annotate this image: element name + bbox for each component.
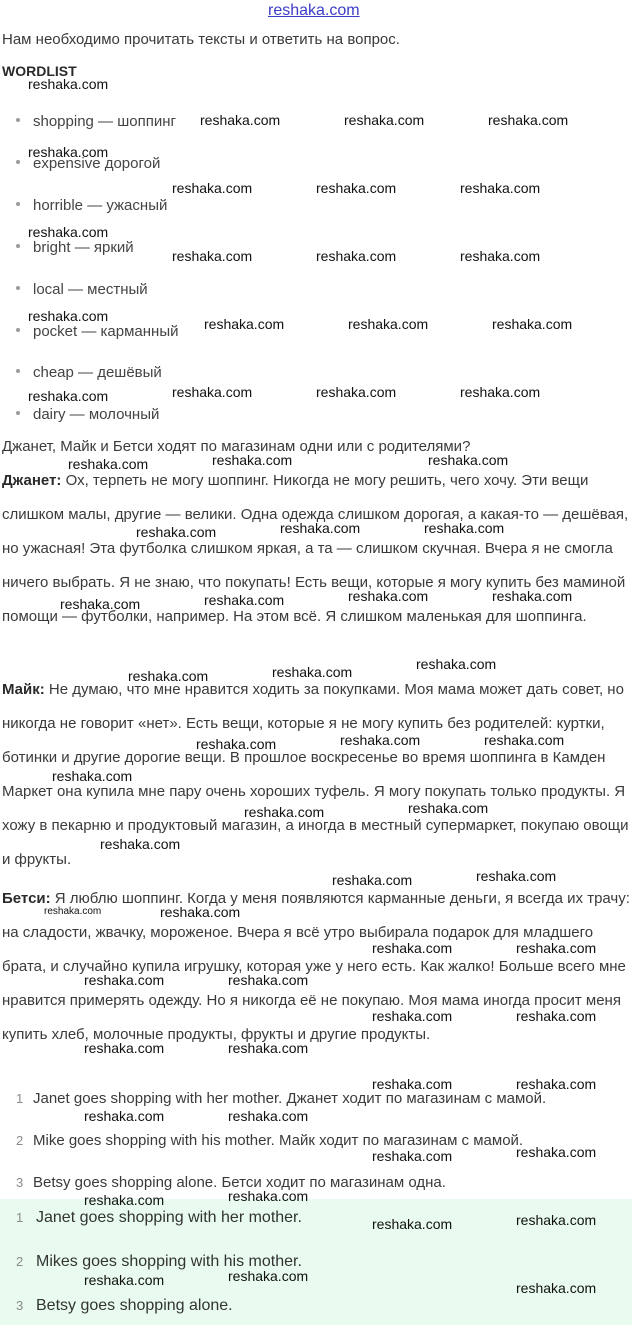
watermark: reshaka.com	[84, 1108, 165, 1124]
statement-number: 1	[16, 1091, 24, 1106]
watermark: reshaka.com	[428, 452, 509, 468]
wordlist-item	[16, 113, 176, 130]
watermark: reshaka.com	[424, 520, 505, 536]
wordlist-item-text: expensive дорогой	[33, 155, 161, 172]
watermark: reshaka.com	[316, 180, 397, 196]
watermark: reshaka.com	[28, 144, 109, 160]
wordlist-item-text: local — местный	[33, 281, 148, 298]
watermark: reshaka.com	[492, 588, 573, 604]
statement-text: Janet goes shopping with her mother. Джанет ходит по магазинам с мамой.	[33, 1090, 547, 1107]
statement-number: 3	[16, 1175, 24, 1190]
answer-item	[16, 1209, 302, 1227]
statement-text: Betsy goes shopping alone. Бетси ходит по магазинам одна.	[33, 1174, 446, 1191]
watermark: reshaka.com	[372, 1148, 453, 1164]
watermark: reshaka.com	[84, 1040, 165, 1056]
intro-text: Нам необходимо прочитать тексты и ответить на вопрос.	[2, 31, 400, 48]
watermark: reshaka.com	[228, 1188, 309, 1204]
answer-number: 2	[16, 1254, 24, 1269]
watermark: reshaka.com	[172, 248, 253, 264]
watermark: reshaka.com	[516, 1144, 597, 1160]
wordlist-item	[16, 323, 179, 340]
watermark: reshaka.com	[204, 592, 285, 608]
wordlist-item-text: cheap — дешёвый	[33, 364, 162, 381]
bullet-icon	[16, 369, 20, 373]
answer-text: Mikes goes shopping with his mother.	[36, 1253, 302, 1270]
watermark: reshaka.com	[60, 596, 141, 612]
answer-number: 1	[16, 1210, 24, 1225]
watermark: reshaka.com	[272, 664, 353, 680]
watermark: reshaka.com	[244, 804, 325, 820]
watermark: reshaka.com	[100, 836, 181, 852]
wordlist-item-text: shopping — шоппинг	[33, 113, 176, 130]
wordlist-item	[16, 197, 167, 214]
watermark: reshaka.com	[172, 180, 253, 196]
wordlist-item-text: dairy — молочный	[33, 406, 160, 423]
watermark: reshaka.com	[160, 904, 241, 920]
speaker-name: Бетси:	[2, 890, 51, 907]
site-link[interactable]: reshaka.com	[268, 2, 360, 19]
paragraph-body: Не думаю, что мне нравится ходить за покупками. Моя мама может дать совет, но никогда не говорит «нет». Есть вещи, которые я не могу купить без родителей: куртки, ботинки и другие дорогие вещи. В прошлое воскресенье во время шоппинга в Камден Маркет она купила мне пару очень хороших туфель. Я могу покупать только продукты. Я хожу в пекарню и продуктовый магазин, а иногда в местный супермаркет, покупаю овощи и фрукты.	[2, 681, 629, 868]
wordlist-item	[16, 364, 162, 381]
watermark: reshaka.com	[516, 1212, 597, 1228]
watermark: reshaka.com	[348, 588, 429, 604]
statement-item	[16, 1090, 546, 1107]
watermark: reshaka.com	[372, 940, 453, 956]
watermark: reshaka.com	[516, 940, 597, 956]
watermark: reshaka.com	[516, 1076, 597, 1092]
watermark: reshaka.com	[196, 736, 277, 752]
wordlist-item	[16, 406, 159, 423]
watermark: reshaka.com	[84, 1192, 165, 1208]
watermark: reshaka.com	[52, 768, 133, 784]
watermark: reshaka.com	[84, 1272, 165, 1288]
bullet-icon	[16, 202, 20, 206]
watermark: reshaka.com	[28, 388, 109, 404]
watermark: reshaka.com	[484, 732, 565, 748]
question-text: Джанет, Майк и Бетси ходят по магазинам одни или с родителями?	[2, 438, 471, 455]
watermark: reshaka.com	[212, 452, 293, 468]
watermark: reshaka.com	[28, 76, 109, 92]
watermark: reshaka.com	[348, 316, 429, 332]
watermark: reshaka.com	[204, 316, 285, 332]
paragraph-body: Ох, терпеть не могу шоппинг. Никогда не могу решить, чего хочу. Эти вещи слишком малы, другие — велики. Одна одежда слишком дорогая, а какая-то — дешёвая, но ужасная! Эта футболка слишком яркая, а та — слишком скучная. Вчера я не смогла ничего выбрать. Я не знаю, что покупать! Есть вещи, которые я могу купить без маминой помощи — футболки, например. На этом всё. Я слишком маленькая для шоппинга.	[2, 472, 629, 625]
bullet-icon	[16, 286, 20, 290]
watermark: reshaka.com	[68, 456, 149, 472]
bullet-icon	[16, 244, 20, 248]
answer-item	[16, 1297, 233, 1315]
watermark: reshaka.com	[128, 668, 209, 684]
answer-text: Betsy goes shopping alone.	[36, 1297, 233, 1314]
bullet-icon	[16, 411, 20, 415]
wordlist-item-text: horrible — ужасный	[33, 197, 168, 214]
watermark: reshaka.com	[200, 112, 281, 128]
wordlist-item	[16, 239, 134, 256]
watermark: reshaka.com	[84, 972, 165, 988]
wordlist-heading: WORDLIST	[2, 63, 77, 79]
statement-number: 2	[16, 1133, 24, 1148]
wordlist-item	[16, 281, 148, 298]
watermark: reshaka.com	[516, 1008, 597, 1024]
speaker-name: Майк:	[2, 681, 45, 698]
watermark: reshaka.com	[332, 872, 413, 888]
watermark: reshaka.com	[316, 384, 397, 400]
watermark: reshaka.com	[28, 224, 109, 240]
watermark: reshaka.com	[492, 316, 573, 332]
watermark: reshaka.com	[136, 524, 217, 540]
watermark: reshaka.com	[476, 868, 557, 884]
watermark: reshaka.com	[460, 180, 541, 196]
watermark: reshaka.com	[228, 972, 309, 988]
speaker-name: Джанет:	[2, 472, 62, 489]
answer-text: Janet goes shopping with her mother.	[36, 1209, 302, 1226]
watermark: reshaka.com	[316, 248, 397, 264]
watermark: reshaka.com	[460, 384, 541, 400]
watermark: reshaka.com	[460, 248, 541, 264]
watermark: reshaka.com	[340, 732, 421, 748]
wordlist-item-text: pocket — карманный	[33, 323, 179, 340]
statement-item	[16, 1132, 523, 1149]
watermark: reshaka.com	[372, 1008, 453, 1024]
watermark: reshaka.com	[516, 1280, 597, 1296]
watermark: reshaka.com	[416, 656, 497, 672]
statement-text: Mike goes shopping with his mother. Майк ходит по магазинам с мамой.	[33, 1132, 524, 1149]
watermark: reshaka.com	[488, 112, 569, 128]
watermark: reshaka.com	[228, 1108, 309, 1124]
watermark: reshaka.com	[344, 112, 425, 128]
bullet-icon	[16, 160, 20, 164]
watermark: reshaka.com	[172, 384, 253, 400]
bullet-icon	[16, 118, 20, 122]
answer-number: 3	[16, 1298, 24, 1313]
bullet-icon	[16, 328, 20, 332]
watermark: reshaka.com	[228, 1040, 309, 1056]
watermark: reshaka.com	[408, 800, 489, 816]
watermark: reshaka.com	[280, 520, 361, 536]
watermark: reshaka.com	[44, 906, 102, 917]
watermark: reshaka.com	[228, 1268, 309, 1284]
watermark: reshaka.com	[372, 1216, 453, 1232]
watermark: reshaka.com	[372, 1076, 453, 1092]
watermark: reshaka.com	[28, 308, 109, 324]
paragraph-body: Я люблю шоппинг. Когда у меня появляются карманные деньги, я всегда их трачу: на сладости, жвачку, мороженое. Вчера я всё утро выбирала подарок для младшего брата, и случайно купила игрушку, которая уже у него есть. Как жалко! Больше всего мне нравится примерять одежду. Но я никогда её не покупаю. Моя мама иногда просит меня купить хлеб, молочные продукты, фрукты и другие продукты.	[2, 890, 630, 1043]
wordlist-item-text: bright — яркий	[33, 239, 134, 256]
